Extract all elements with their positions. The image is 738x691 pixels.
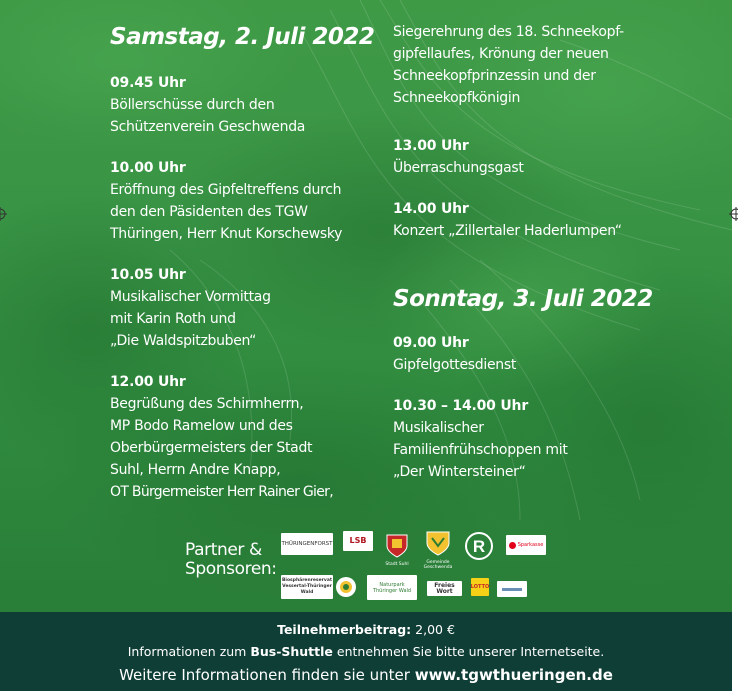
schedule-item xyxy=(110,371,380,503)
r-circle-icon xyxy=(464,531,494,561)
description-line: Konzert „Zillertaler Haderlumpen“ xyxy=(393,223,622,239)
description-line: Überraschungsgast xyxy=(393,160,524,176)
schedule-item xyxy=(110,264,380,352)
partners-label-line: Sponsoren: xyxy=(185,559,277,579)
schedule-time: 13.00 Uhr xyxy=(393,138,469,154)
logo-text: Freies Wort xyxy=(434,581,455,595)
logo-text: Biosphärenreservat Vessertal-Thüringer Wald xyxy=(281,578,333,595)
saturday-column xyxy=(110,22,380,522)
sparkasse-icon xyxy=(509,542,516,549)
description-line: Musikalischer Vormittag xyxy=(110,289,271,305)
fee-line xyxy=(0,622,732,638)
fee-label: Teilnehmerbeitrag: xyxy=(277,622,412,637)
schedule-description xyxy=(393,354,693,376)
schedule-item xyxy=(393,135,693,179)
description-line: Böllerschüsse durch den xyxy=(110,97,275,113)
schedule-description xyxy=(110,179,380,245)
description-line: Eröffnung des Gipfeltreffens durch xyxy=(110,182,342,198)
description-line: Musikalischer xyxy=(393,420,484,436)
description-line: Schneekopfkönigin xyxy=(393,90,521,106)
freies-wort-logo xyxy=(427,581,462,596)
registration-mark-left xyxy=(0,207,7,221)
shuttle-bold: Bus-Shuttle xyxy=(250,644,333,659)
schedule-description xyxy=(393,417,693,483)
schedule-description xyxy=(393,157,693,179)
schedule-item xyxy=(393,332,693,376)
schedule-description xyxy=(110,286,380,352)
naturpark-logo xyxy=(367,575,417,600)
logo-text: Sparkasse xyxy=(517,542,544,548)
more-info-text: Weitere Informationen finden sie unter xyxy=(119,666,415,684)
description-line: MP Bodo Ramelow und des xyxy=(110,418,293,434)
description-line: mit Karin Roth und xyxy=(110,311,236,327)
schedule-time: 14.00 Uhr xyxy=(393,201,469,217)
schedule-item xyxy=(393,395,693,483)
description-line: „Die Waldspitzbuben“ xyxy=(110,333,257,349)
schedule-item xyxy=(393,198,693,242)
lsb-logo xyxy=(343,531,373,551)
schedule-time: 10.05 Uhr xyxy=(110,267,186,283)
logo-text: THÜRINGENFORST xyxy=(281,541,333,547)
description-line: Siegerehrung des 18. Schneekopf- xyxy=(393,24,624,40)
lotto-logo xyxy=(471,578,489,596)
biosphaerenreservat-logo xyxy=(281,575,333,599)
sun-icon xyxy=(335,576,357,598)
schedule-description xyxy=(110,94,380,138)
fee-value: 2,00 € xyxy=(415,622,455,637)
website-link[interactable]: www.tgwthueringen.de xyxy=(414,666,613,684)
description-line: Familienfrühschoppen mit xyxy=(393,442,568,458)
schedule-time: 09.00 Uhr xyxy=(393,335,469,351)
gemeinde-geschwenda-logo xyxy=(423,530,453,570)
logo-text: Naturpark Thüringer Wald xyxy=(372,581,412,594)
description-line: OT Bürgermeister Herr Rainer Gier, xyxy=(110,484,333,500)
registration-mark-right xyxy=(729,207,738,221)
right-column xyxy=(393,21,693,502)
logo-text: LSB xyxy=(349,536,367,545)
schedule-item xyxy=(110,72,380,138)
suhl-crest-icon xyxy=(384,532,410,558)
shuttle-text: Informationen zum xyxy=(127,644,251,659)
shuttle-text-end: entnehmen Sie bitte unserer Internetseite. xyxy=(332,644,605,659)
partners-label-line: Partner & xyxy=(185,540,262,560)
schedule-time: 10.00 Uhr xyxy=(110,160,186,176)
sun-logo xyxy=(335,576,357,598)
schedule-item xyxy=(110,157,380,245)
svg-text:R: R xyxy=(472,537,486,556)
description-line: Thüringen, Herr Knut Korschewsky xyxy=(110,226,343,242)
round-r-logo xyxy=(464,531,494,561)
schedule-description xyxy=(393,220,693,242)
saturday-title: Samstag, 2. Juli 2022 xyxy=(110,24,375,50)
small-partner-logo xyxy=(497,581,527,597)
schedule-description xyxy=(110,393,380,503)
description-line: den den Päsidenten des TGW xyxy=(110,204,308,220)
schedule-time: 10.30 – 14.00 Uhr xyxy=(393,398,529,414)
description-line: Oberbürgermeisters der Stadt xyxy=(110,440,313,456)
description-line: Schneekopfprinzessin und der xyxy=(393,68,596,84)
description-line: Gipfelgottesdienst xyxy=(393,357,517,373)
stadt-suhl-logo xyxy=(384,532,410,566)
logo-stripe xyxy=(502,588,522,591)
logo-caption: Gemeinde Geschwenda xyxy=(423,560,453,570)
sparkasse-logo xyxy=(506,535,546,555)
schedule-description xyxy=(393,21,693,109)
schedule-time: 12.00 Uhr xyxy=(110,374,186,390)
partners-label xyxy=(185,541,277,579)
logo-caption: Stadt Suhl xyxy=(385,562,409,567)
geschwenda-crest-icon xyxy=(423,530,453,556)
description-line: Schützenverein Geschwenda xyxy=(110,119,306,135)
thueringenforst-logo xyxy=(281,533,333,555)
description-line: Begrüßung des Schirmherrn, xyxy=(110,396,304,412)
description-line: gipfellaufes, Krönung der neuen xyxy=(393,46,609,62)
schedule-time: 09.45 Uhr xyxy=(110,75,186,91)
description-line: Suhl, Herrn Andre Knapp, xyxy=(110,462,281,478)
description-line: „Der Wintersteiner“ xyxy=(393,464,526,480)
logo-text: LOTTO xyxy=(471,584,489,590)
more-info-line xyxy=(0,665,732,685)
sunday-title: Sonntag, 3. Juli 2022 xyxy=(393,286,653,312)
shuttle-line xyxy=(0,644,732,660)
footer-bar xyxy=(0,612,732,691)
